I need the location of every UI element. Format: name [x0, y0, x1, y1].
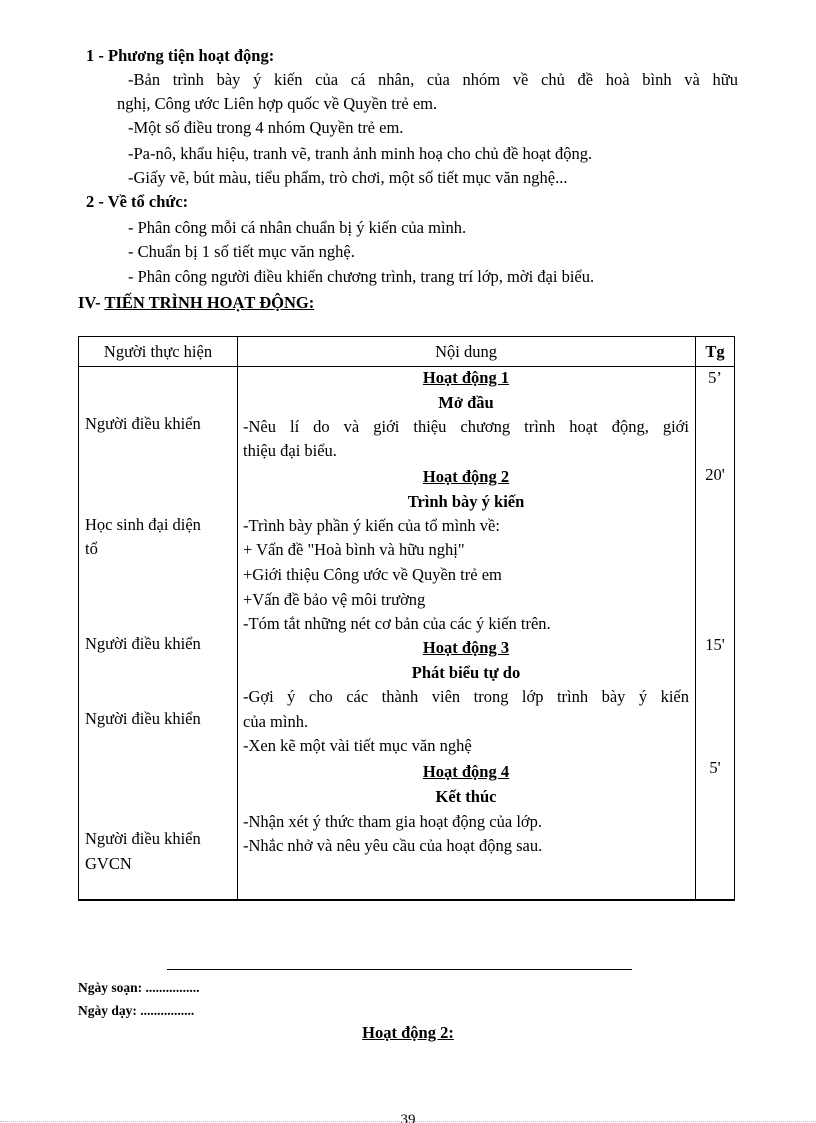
- content-line: của mình.: [243, 712, 309, 731]
- section1-line: -Một số điều trong 4 nhóm Quyền trẻ em.: [128, 118, 404, 137]
- activity-title: Hoạt động 2: [422, 467, 510, 486]
- activity-title: Hoạt động 3: [422, 638, 510, 657]
- section4-heading: [78, 291, 314, 315]
- section1-line: -Bản trình bày ý kiến của cá nhân, của nhóm về chủ đề hoà bình và hữu: [128, 70, 738, 89]
- performer-cell: GVCN: [85, 854, 132, 873]
- time-cell: 15': [705, 635, 725, 654]
- performer-cell: tổ: [85, 539, 98, 558]
- performer-cell: Người điều khiển: [85, 414, 201, 433]
- section4-title: TIẾN TRÌNH HOẠT ĐỘNG:: [104, 293, 315, 312]
- content-line: + Vấn đề "Hoà bình và hữu nghị": [243, 540, 465, 559]
- section1-heading: 1 - Phương tiện hoạt động:: [86, 46, 275, 65]
- content-line: -Nêu lí do và giới thiệu chương trình hoạt động, giới: [243, 417, 689, 436]
- content-line: +Giới thiệu Công ước về Quyền trẻ em: [243, 565, 502, 584]
- activity-subtitle: Kết thúc: [435, 787, 497, 806]
- activity-table: [78, 336, 735, 901]
- time-cell: 5’: [708, 368, 722, 387]
- separator-line: [167, 969, 632, 970]
- section2-line: - Chuẩn bị 1 số tiết mục văn nghệ.: [128, 242, 355, 261]
- section4-prefix: IV-: [78, 293, 105, 312]
- section2-heading: 2 - Về tổ chức:: [86, 192, 189, 211]
- section2-line: - Phân công mỗi cá nhân chuẩn bị ý kiến của mình.: [128, 218, 467, 237]
- prep-date-label: Ngày soạn: ................: [78, 980, 200, 995]
- activity-title: Hoạt động 1: [422, 368, 510, 387]
- column-divider: [695, 337, 696, 899]
- section1-line: nghị, Công ước Liên hợp quốc về Quyền trẻ em.: [117, 94, 438, 113]
- header-performer: Người thực hiện: [103, 342, 213, 361]
- column-divider: [237, 337, 238, 899]
- performer-cell: Người điều khiển: [85, 829, 201, 848]
- time-cell: 20': [705, 465, 725, 484]
- performer-cell: Học sinh đại diện: [85, 515, 201, 534]
- activity-title: Hoạt động 4: [422, 762, 510, 781]
- content-line: -Gợi ý cho các thành viên trong lớp trình bày ý kiến: [243, 687, 689, 706]
- page-number: 39: [400, 1112, 416, 1123]
- content-line: -Xen kẽ một vài tiết mục văn nghệ: [243, 736, 472, 755]
- time-cell: 5': [709, 758, 721, 777]
- header-time: Tg: [705, 342, 725, 361]
- activity-subtitle: Mở đầu: [438, 393, 494, 412]
- content-line: -Nhận xét ý thức tham gia hoạt động của lớp.: [243, 812, 543, 831]
- content-line: -Nhắc nhở và nêu yêu cầu của hoạt động sau.: [243, 836, 543, 855]
- performer-cell: Người điều khiển: [85, 634, 201, 653]
- content-line: -Tóm tắt những nét cơ bản của các ý kiến trên.: [243, 614, 551, 633]
- teach-date-label: Ngày dạy: ................: [78, 1003, 195, 1018]
- activity-subtitle: Phát biểu tự do: [411, 663, 521, 682]
- content-line: thiệu đại biểu.: [243, 441, 337, 460]
- section1-line: -Giấy vẽ, bút màu, tiểu phẩm, trò chơi, một số tiết mục văn nghệ...: [128, 168, 568, 187]
- next-activity-title: Hoạt động 2:: [362, 1023, 454, 1042]
- section1-line: -Pa-nô, khẩu hiệu, tranh vẽ, tranh ảnh minh hoạ cho chủ đề hoạt động.: [128, 144, 593, 163]
- content-line: +Vấn đề bảo vệ môi trường: [243, 590, 426, 609]
- section2-line: - Phân công người điều khiển chương trình, trang trí lớp, mời đại biểu.: [128, 267, 595, 286]
- performer-cell: Người điều khiển: [85, 709, 201, 728]
- content-line: -Trình bày phần ý kiến của tổ mình về:: [243, 516, 500, 535]
- header-content: Nội dung: [435, 342, 497, 361]
- activity-subtitle: Trình bày ý kiến: [407, 492, 525, 511]
